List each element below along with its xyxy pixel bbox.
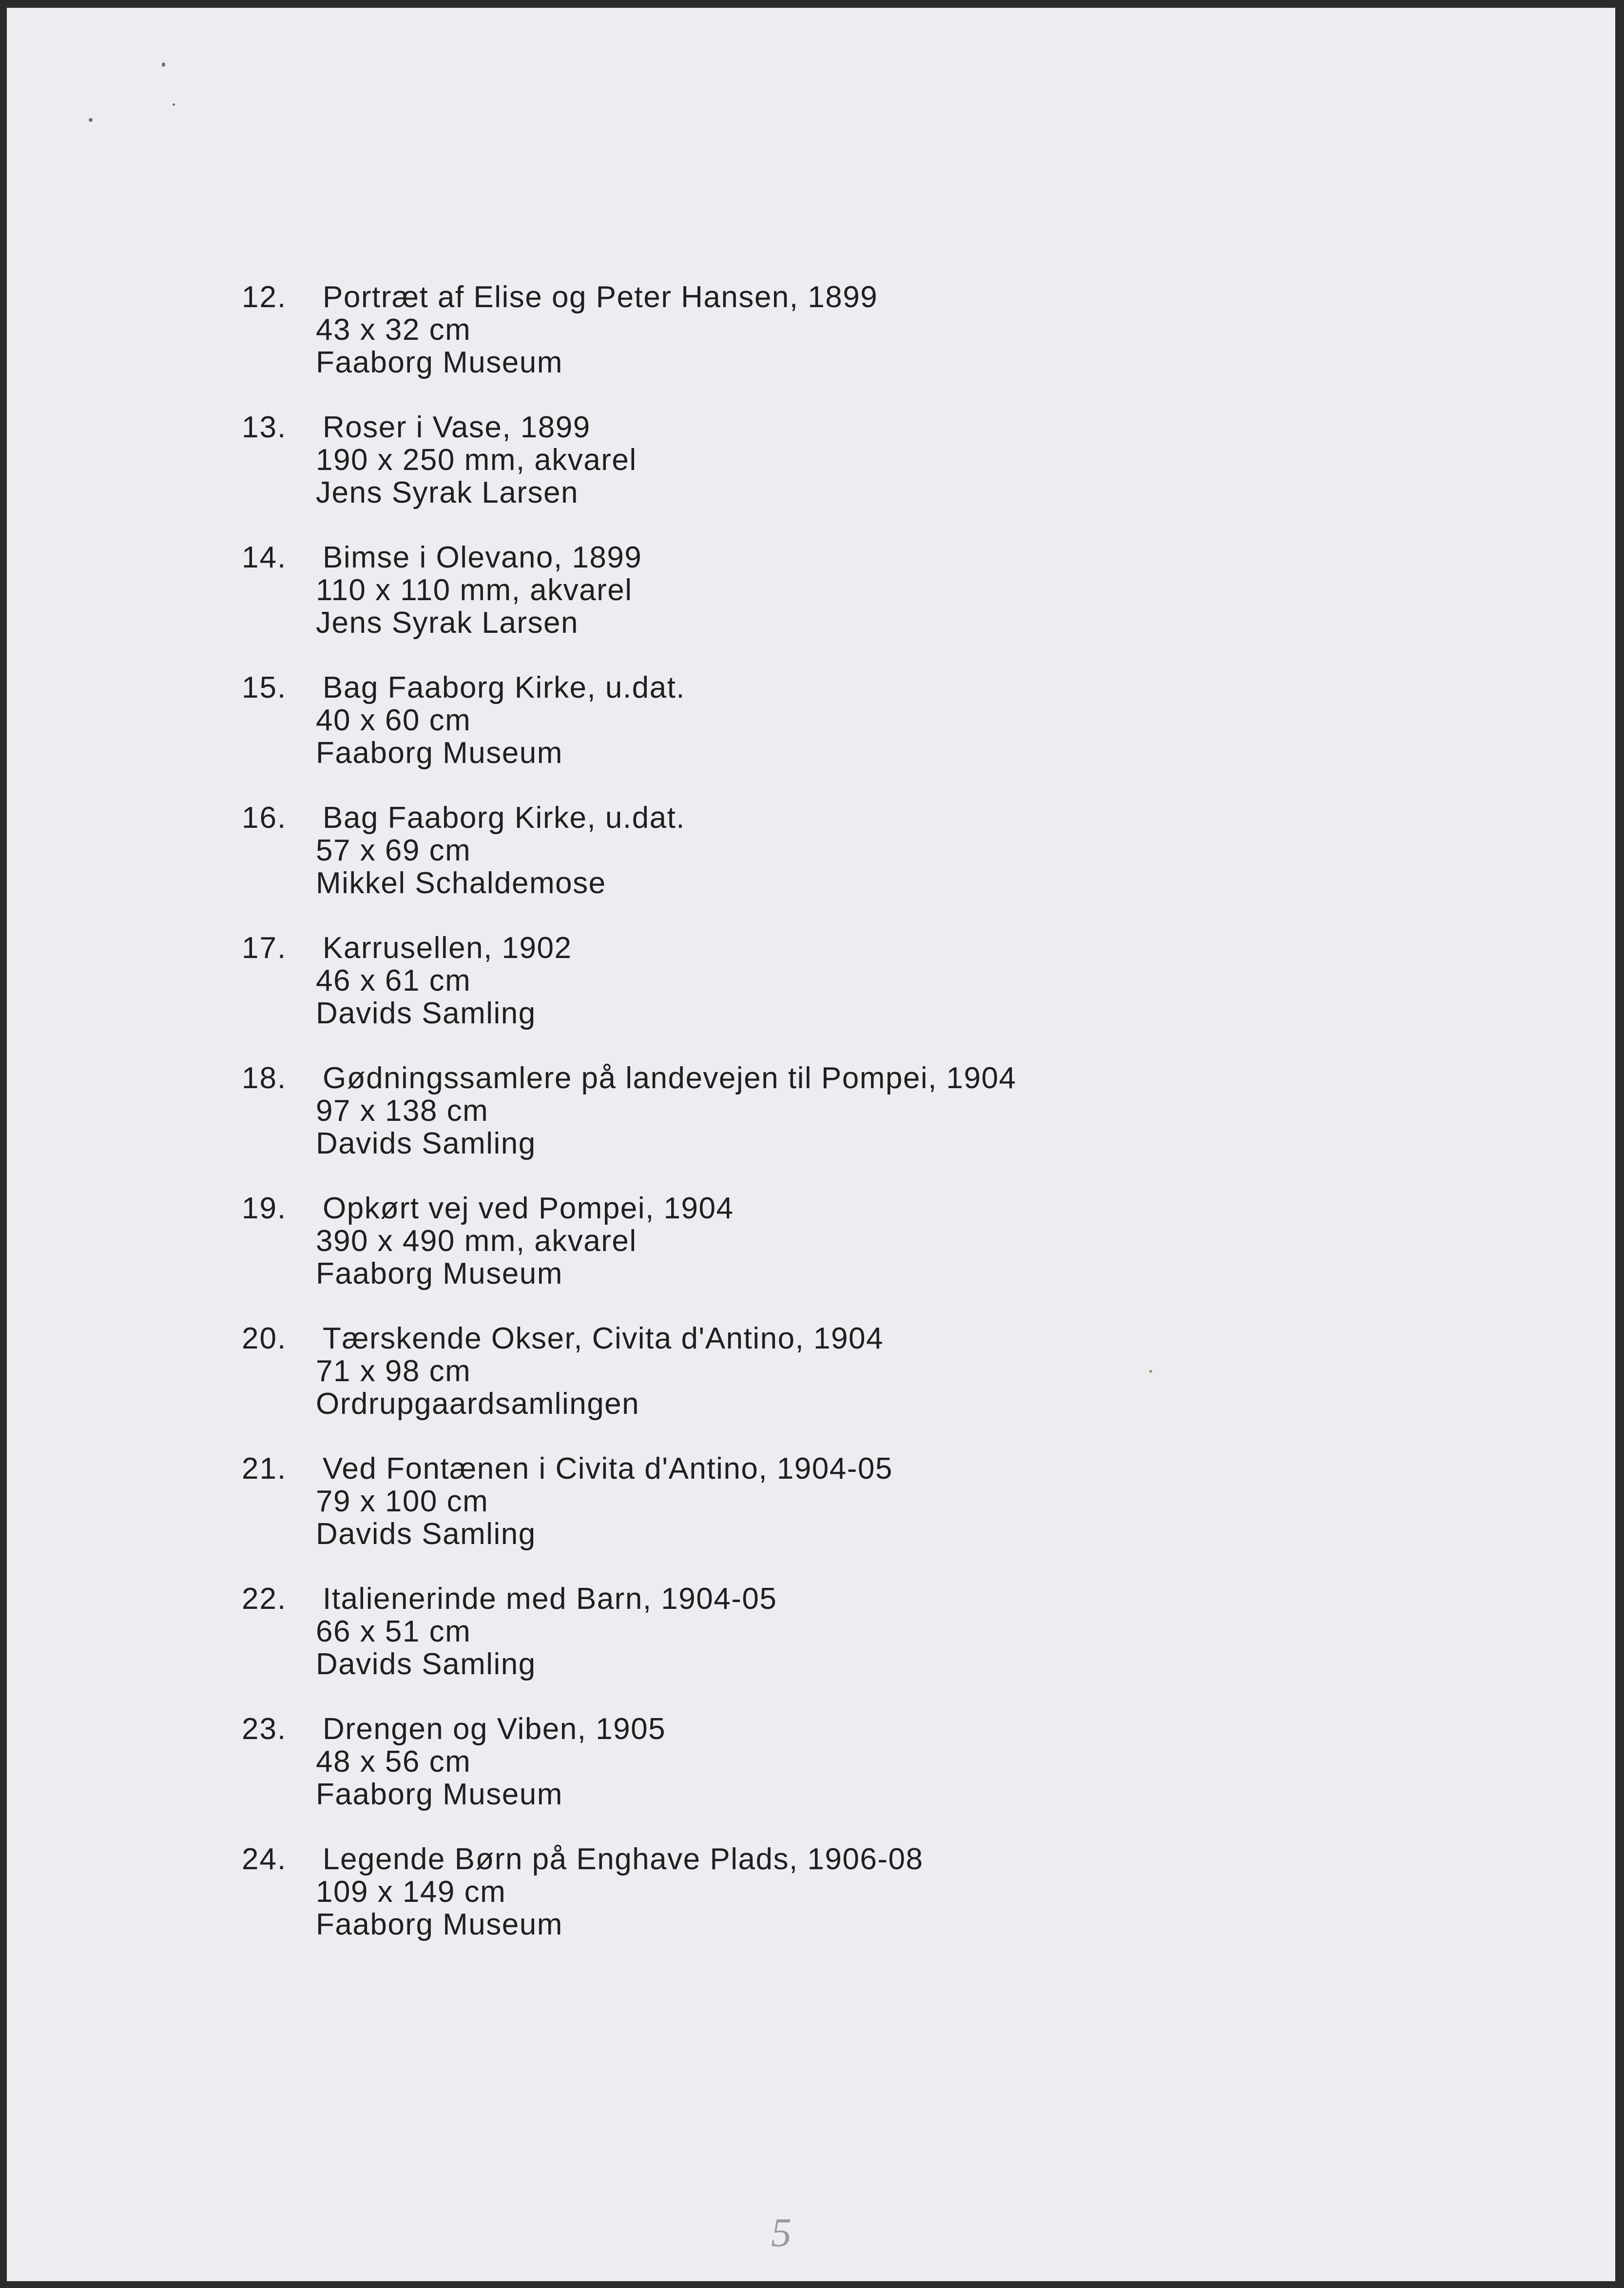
catalog-entry bbox=[7, 1061, 1615, 1160]
catalog-entry bbox=[7, 1582, 1615, 1681]
entry-dimensions: 48 x 56 cm bbox=[316, 1745, 471, 1779]
entry-owner: Davids Samling bbox=[316, 997, 536, 1030]
handwritten-page-number: 5 bbox=[771, 2210, 792, 2255]
catalog-entry bbox=[7, 411, 1615, 509]
catalog-entry bbox=[7, 931, 1615, 1030]
entry-title: Karrusellen, 1902 bbox=[323, 931, 572, 965]
entry-owner: Jens Syrak Larsen bbox=[316, 606, 579, 640]
entry-owner: Davids Samling bbox=[316, 1127, 536, 1160]
entry-title: Ved Fontænen i Civita d'Antino, 1904-05 bbox=[323, 1452, 893, 1486]
document-page bbox=[7, 8, 1615, 2281]
artwork-catalog-list bbox=[7, 281, 1615, 1973]
entry-title: Bag Faaborg Kirke, u.dat. bbox=[323, 801, 686, 835]
catalog-entry bbox=[7, 541, 1615, 640]
catalog-entry bbox=[7, 1322, 1615, 1421]
catalog-entry bbox=[7, 280, 1615, 379]
entry-title: Italienerinde med Barn, 1904-05 bbox=[323, 1582, 777, 1616]
entry-number: 24. bbox=[242, 1842, 287, 1876]
paper-speck bbox=[89, 118, 93, 122]
entry-owner: Faaborg Museum bbox=[316, 1257, 563, 1291]
paper-speck bbox=[173, 103, 175, 106]
entry-dimensions: 66 x 51 cm bbox=[316, 1615, 471, 1648]
entry-title: Portræt af Elise og Peter Hansen, 1899 bbox=[323, 280, 878, 314]
entry-dimensions: 390 x 490 mm, akvarel bbox=[316, 1224, 637, 1258]
entry-title: Drengen og Viben, 1905 bbox=[323, 1712, 666, 1746]
entry-title: Legende Børn på Enghave Plads, 1906-08 bbox=[323, 1842, 924, 1876]
entry-owner: Faaborg Museum bbox=[316, 1908, 563, 1941]
entry-owner: Faaborg Museum bbox=[316, 346, 563, 379]
entry-title: Tærskende Okser, Civita d'Antino, 1904 bbox=[323, 1322, 884, 1355]
catalog-entry bbox=[7, 1712, 1615, 1811]
catalog-entry bbox=[7, 1842, 1615, 1941]
catalog-entry bbox=[7, 801, 1615, 900]
entry-dimensions: 190 x 250 mm, akvarel bbox=[316, 443, 637, 477]
entry-dimensions: 110 x 110 mm, akvarel bbox=[316, 573, 633, 607]
paper-speck bbox=[162, 62, 165, 67]
entry-number: 13. bbox=[242, 411, 287, 444]
entry-number: 22. bbox=[242, 1582, 287, 1616]
entry-title: Bag Faaborg Kirke, u.dat. bbox=[323, 671, 686, 704]
entry-title: Gødningssamlere på landevejen til Pompei, 1904 bbox=[323, 1061, 1017, 1095]
catalog-entry bbox=[7, 1192, 1615, 1291]
entry-dimensions: 97 x 138 cm bbox=[316, 1094, 489, 1128]
entry-owner: Faaborg Museum bbox=[316, 1778, 563, 1811]
entry-number: 14. bbox=[242, 541, 287, 574]
entry-dimensions: 79 x 100 cm bbox=[316, 1485, 489, 1518]
entry-dimensions: 109 x 149 cm bbox=[316, 1875, 506, 1909]
entry-number: 17. bbox=[242, 931, 287, 965]
entry-dimensions: 57 x 69 cm bbox=[316, 834, 471, 867]
entry-number: 15. bbox=[242, 671, 287, 704]
entry-owner: Jens Syrak Larsen bbox=[316, 476, 579, 509]
entry-title: Bimse i Olevano, 1899 bbox=[323, 541, 642, 574]
entry-dimensions: 46 x 61 cm bbox=[316, 964, 471, 997]
entry-number: 18. bbox=[242, 1061, 287, 1095]
entry-title: Opkørt vej ved Pompei, 1904 bbox=[323, 1192, 734, 1225]
entry-number: 20. bbox=[242, 1322, 287, 1355]
entry-dimensions: 71 x 98 cm bbox=[316, 1354, 471, 1388]
entry-number: 16. bbox=[242, 801, 287, 835]
entry-owner: Mikkel Schaldemose bbox=[316, 866, 606, 900]
entry-owner: Davids Samling bbox=[316, 1647, 536, 1681]
catalog-entry bbox=[7, 1452, 1615, 1551]
entry-number: 19. bbox=[242, 1192, 287, 1225]
entry-title: Roser i Vase, 1899 bbox=[323, 411, 591, 444]
entry-number: 12. bbox=[242, 280, 287, 314]
entry-owner: Ordrupgaardsamlingen bbox=[316, 1387, 640, 1421]
catalog-entry bbox=[7, 671, 1615, 770]
entry-number: 23. bbox=[242, 1712, 287, 1746]
entry-owner: Davids Samling bbox=[316, 1517, 536, 1551]
entry-dimensions: 40 x 60 cm bbox=[316, 704, 471, 737]
entry-dimensions: 43 x 32 cm bbox=[316, 313, 471, 347]
entry-number: 21. bbox=[242, 1452, 287, 1486]
entry-owner: Faaborg Museum bbox=[316, 736, 563, 770]
